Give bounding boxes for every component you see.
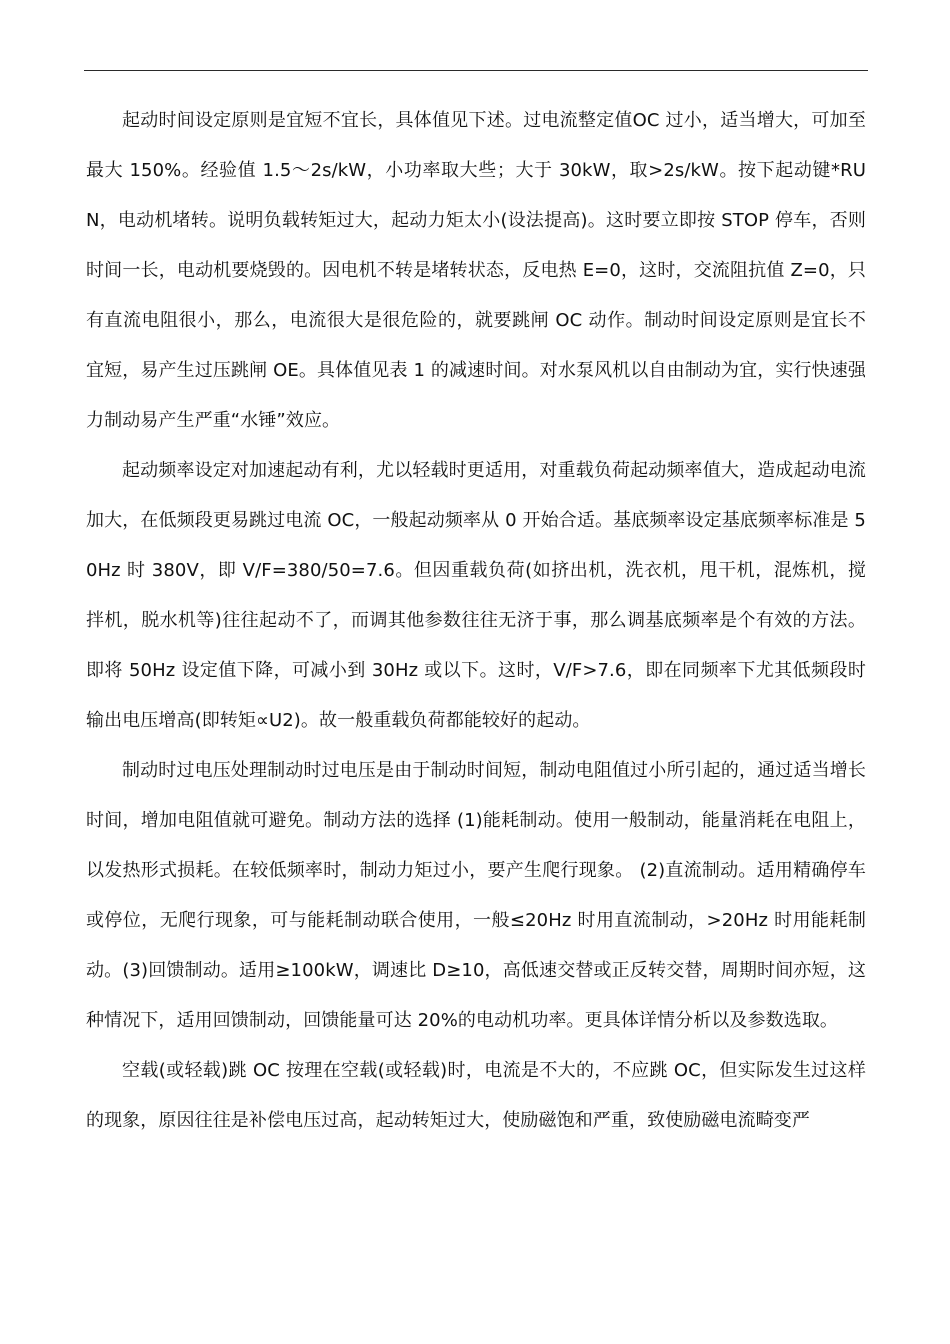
paragraph-no-load-oc-trip: 空载(或轻载)跳 OC 按理在空载(或轻载)时，电流是不大的，不应跳 OC，但实际发生过这样的现象，原因往往是补偿电压过高，起动转矩过大，使励磁饱和严重，致使励磁电流畸变严 (86, 1060, 866, 1131)
body-text (86, 96, 866, 1146)
header-rule (84, 70, 868, 71)
paragraph-startup-base-frequency: 起动频率设定对加速起动有利，尤以轻载时更适用，对重载负荷起动频率值大，造成起动电流加大，在低频段更易跳过电流 OC，一般起动频率从 0 开始合适。基底频率设定基底频率标准是 50Hz 时 380V，即 V/F=380/50=7.6。但因重载负荷(如挤出机，洗衣机，甩干机，混炼机，搅拌机，脱水机等)往往起动不了，而调其他参数往往无济于事，那么调基底频率是个有效的方法。即将 50Hz 设定值下降，可减小到 30Hz 或以下。这时，V/F>7.6，即在同频率下尤其低频段时输出电压增高(即转矩∝U2)。故一般重载负荷都能较好的起动。 (86, 460, 866, 731)
paragraph-startup-braking-time: 起动时间设定原则是宜短不宜长，具体值见下述。过电流整定值OC 过小，适当增大，可加至最大 150%。经验值 1.5～2s/kW，小功率取大些；大于 30kW，取>2s/kW。按下起动键*RUN，电动机堵转。说明负载转矩过大，起动力矩太小(设法提高)。这时要立即按 STOP 停车，否则时间一长，电动机要烧毁的。因电机不转是堵转状态，反电热 E=0，这时，交流阻抗值 Z=0，只有直流电阻很小，那么，电流很大是很危险的，就要跳闸 OC 动作。制动时间设定原则是宜长不宜短，易产生过压跳闸 OE。具体值见表 1 的减速时间。对水泵风机以自由制动为宜，实行快速强力制动易产生严重“水锤”效应。 (86, 110, 866, 431)
paragraph-braking-overvoltage-methods: 制动时过电压处理制动时过电压是由于制动时间短，制动电阻值过小所引起的，通过适当增长时间，增加电阻值就可避免。制动方法的选择 (1)能耗制动。使用一般制动，能量消耗在电阻上，以发热形式损耗。在较低频率时，制动力矩过小，要产生爬行现象。 (2)直流制动。适用精确停车或停位，无爬行现象，可与能耗制动联合使用，一般≤20Hz 时用直流制动，>20Hz 时用能耗制动。(3)回馈制动。适用≥100kW，调速比 D≥10，高低速交替或正反转交替，周期时间亦短，这种情况下，适用回馈制动，回馈能量可达 20%的电动机功率。更具体详情分析以及参数选取。 (86, 760, 866, 1031)
